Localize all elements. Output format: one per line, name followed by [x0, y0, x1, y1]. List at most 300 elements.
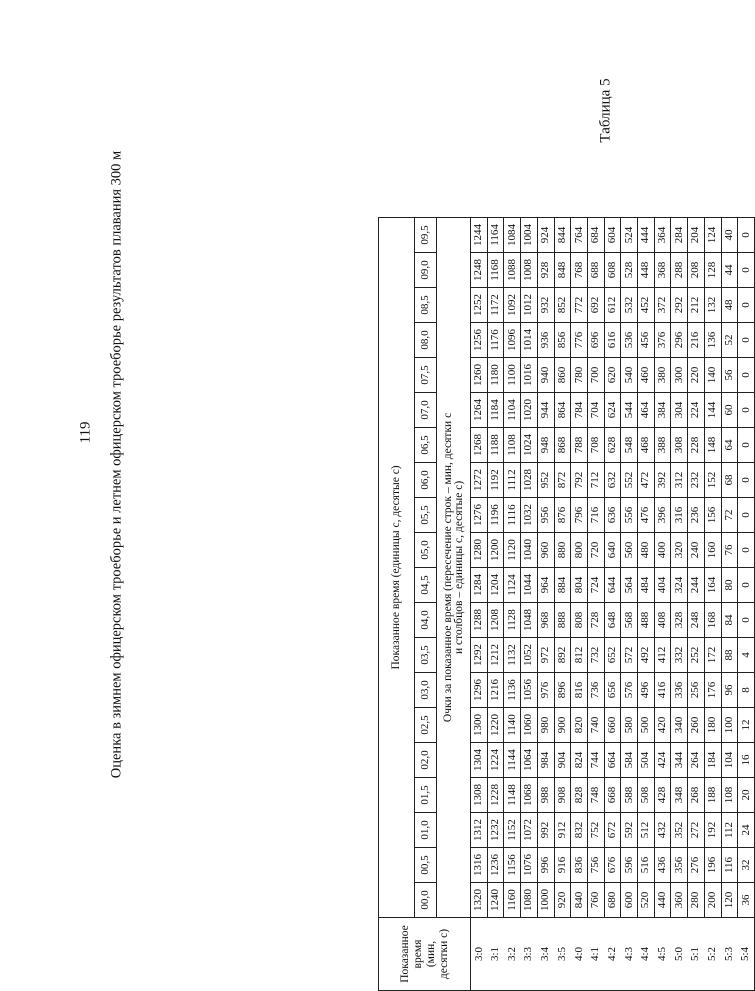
- score-cell: 1212: [487, 638, 504, 673]
- score-cell: 1292: [471, 638, 488, 673]
- score-cell: 840: [571, 883, 588, 918]
- score-cell: 52: [721, 323, 738, 358]
- score-cell: 372: [654, 288, 671, 323]
- score-cell: 820: [571, 708, 588, 743]
- score-cell: 1012: [521, 288, 538, 323]
- score-cell: 956: [537, 498, 554, 533]
- score-cell: 232: [688, 463, 705, 498]
- score-cell: 980: [537, 708, 554, 743]
- score-cell: 104: [721, 743, 738, 778]
- score-cell: 776: [571, 323, 588, 358]
- score-cell: 1184: [487, 393, 504, 428]
- score-cell: 844: [554, 217, 571, 252]
- score-cell: 1016: [521, 358, 538, 393]
- score-cell: 904: [554, 743, 571, 778]
- score-cell: 204: [688, 217, 705, 252]
- score-cell: 388: [654, 428, 671, 463]
- column-header: 05,0: [415, 533, 437, 568]
- score-cell: 792: [571, 463, 588, 498]
- score-cell: 380: [654, 358, 671, 393]
- score-cell: 484: [638, 568, 655, 603]
- score-cell: 568: [621, 603, 638, 638]
- row-label: 4:2: [604, 918, 621, 991]
- score-cell: 504: [638, 743, 655, 778]
- score-cell: 212: [688, 288, 705, 323]
- score-cell: 1288: [471, 603, 488, 638]
- score-cell: 284: [671, 217, 688, 252]
- table-row: [554, 217, 571, 990]
- score-cell: 696: [587, 323, 604, 358]
- score-cell: 516: [638, 848, 655, 883]
- score-cell: 596: [621, 848, 638, 883]
- score-cell: 936: [537, 323, 554, 358]
- top-header: Показанное время (единицы с, десятые с): [379, 217, 415, 917]
- score-cell: 976: [537, 673, 554, 708]
- score-cell: 496: [638, 673, 655, 708]
- score-cell: 604: [604, 217, 621, 252]
- score-cell: 148: [704, 428, 721, 463]
- score-cell: 328: [671, 603, 688, 638]
- score-cell: 1072: [521, 813, 538, 848]
- score-cell: 56: [721, 358, 738, 393]
- score-cell: 332: [671, 638, 688, 673]
- score-cell: 176: [704, 673, 721, 708]
- score-cell: 392: [654, 463, 671, 498]
- score-cell: 0: [738, 358, 755, 393]
- score-cell: 0: [738, 393, 755, 428]
- score-cell: 0: [738, 568, 755, 603]
- score-cell: 972: [537, 638, 554, 673]
- score-cell: 156: [704, 498, 721, 533]
- score-cell: 816: [571, 673, 588, 708]
- score-cell: 364: [654, 217, 671, 252]
- table-row: [604, 217, 621, 990]
- score-cell: 652: [604, 638, 621, 673]
- score-cell: 856: [554, 323, 571, 358]
- score-cell: 1196: [487, 498, 504, 533]
- score-cell: 396: [654, 498, 671, 533]
- score-cell: 1268: [471, 428, 488, 463]
- score-cell: 720: [587, 533, 604, 568]
- score-cell: 1260: [471, 358, 488, 393]
- score-cell: 188: [704, 778, 721, 813]
- score-cell: 128: [704, 253, 721, 288]
- table-row: [571, 217, 588, 990]
- score-cell: 432: [654, 813, 671, 848]
- corner-line: десятки с): [437, 928, 450, 980]
- row-label: 4:4: [638, 918, 655, 991]
- score-cell: 632: [604, 463, 621, 498]
- score-cell: 352: [671, 813, 688, 848]
- table-row: [504, 217, 521, 990]
- score-cell: 1300: [471, 708, 488, 743]
- score-cell: 180: [704, 708, 721, 743]
- score-cell: 20: [738, 778, 755, 813]
- score-cell: 636: [604, 498, 621, 533]
- score-cell: 1136: [504, 673, 521, 708]
- score-cell: 688: [587, 253, 604, 288]
- score-cell: 812: [571, 638, 588, 673]
- score-cell: 752: [587, 813, 604, 848]
- column-header: 02,0: [415, 743, 437, 778]
- score-cell: 348: [671, 778, 688, 813]
- score-cell: 728: [587, 603, 604, 638]
- score-cell: 12: [738, 708, 755, 743]
- score-cell: 240: [688, 533, 705, 568]
- score-cell: 968: [537, 603, 554, 638]
- score-cell: 668: [604, 778, 621, 813]
- score-cell: 1048: [521, 603, 538, 638]
- page-number: 119: [77, 421, 94, 444]
- table-row: [688, 217, 705, 990]
- score-cell: 272: [688, 813, 705, 848]
- score-cell: 700: [587, 358, 604, 393]
- score-cell: 712: [587, 463, 604, 498]
- score-cell: 564: [621, 568, 638, 603]
- score-cell: 508: [638, 778, 655, 813]
- score-cell: 556: [621, 498, 638, 533]
- score-cell: 32: [738, 848, 755, 883]
- column-header: 09,0: [415, 253, 437, 288]
- score-cell: 552: [621, 463, 638, 498]
- score-cell: 888: [554, 603, 571, 638]
- score-cell: 1208: [487, 603, 504, 638]
- score-cell: 360: [671, 883, 688, 918]
- score-cell: 948: [537, 428, 554, 463]
- score-cell: 684: [587, 217, 604, 252]
- score-cell: 1064: [521, 743, 538, 778]
- score-cell: 320: [671, 533, 688, 568]
- table-row: [704, 217, 721, 990]
- score-cell: 300: [671, 358, 688, 393]
- score-cell: 892: [554, 638, 571, 673]
- score-cell: 1044: [521, 568, 538, 603]
- score-cell: 1120: [504, 533, 521, 568]
- score-cell: 264: [688, 743, 705, 778]
- column-header: 04,5: [415, 568, 437, 603]
- column-header: 03,0: [415, 673, 437, 708]
- sub-header: [437, 217, 471, 917]
- score-cell: 1204: [487, 568, 504, 603]
- score-cell: 1148: [504, 778, 521, 813]
- score-cell: 1084: [504, 217, 521, 252]
- score-cell: 1312: [471, 813, 488, 848]
- score-cell: 1224: [487, 743, 504, 778]
- score-cell: 988: [537, 778, 554, 813]
- score-cell: 740: [587, 708, 604, 743]
- score-cell: 640: [604, 533, 621, 568]
- score-cell: 1164: [487, 217, 504, 252]
- score-cell: 172: [704, 638, 721, 673]
- score-cell: 252: [688, 638, 705, 673]
- score-cell: 36: [738, 883, 755, 918]
- score-cell: 356: [671, 848, 688, 883]
- score-cell: 544: [621, 393, 638, 428]
- score-cell: 536: [621, 323, 638, 358]
- score-cell: 868: [554, 428, 571, 463]
- score-cell: 1180: [487, 358, 504, 393]
- score-cell: 660: [604, 708, 621, 743]
- score-cell: 488: [638, 603, 655, 638]
- score-cell: 112: [721, 813, 738, 848]
- corner-line: время: [411, 939, 424, 969]
- score-cell: 168: [704, 603, 721, 638]
- sub-header-line: Очки за показанное время (пересечение строк – мин, десятки с: [441, 412, 454, 723]
- score-cell: 864: [554, 393, 571, 428]
- score-cell: 476: [638, 498, 655, 533]
- score-cell: 72: [721, 498, 738, 533]
- score-cell: 80: [721, 568, 738, 603]
- column-header: 08,0: [415, 323, 437, 358]
- score-cell: 560: [621, 533, 638, 568]
- table-row: [721, 217, 738, 990]
- score-cell: 144: [704, 393, 721, 428]
- score-cell: 336: [671, 673, 688, 708]
- score-cell: 964: [537, 568, 554, 603]
- score-cell: 60: [721, 393, 738, 428]
- score-cell: 416: [654, 673, 671, 708]
- score-cell: 44: [721, 253, 738, 288]
- score-cell: 120: [721, 883, 738, 918]
- score-cell: 1308: [471, 778, 488, 813]
- row-label: 4:3: [621, 918, 638, 991]
- score-cell: 1052: [521, 638, 538, 673]
- score-cell: 648: [604, 603, 621, 638]
- score-cell: 444: [638, 217, 655, 252]
- score-cell: 1188: [487, 428, 504, 463]
- score-cell: 1060: [521, 708, 538, 743]
- score-cell: 0: [738, 288, 755, 323]
- score-cell: 704: [587, 393, 604, 428]
- column-header: 06,0: [415, 463, 437, 498]
- score-cell: 88: [721, 638, 738, 673]
- score-cell: 952: [537, 463, 554, 498]
- score-cell: 368: [654, 253, 671, 288]
- score-cell: 448: [638, 253, 655, 288]
- score-cell: 1320: [471, 883, 488, 918]
- score-cell: 312: [671, 463, 688, 498]
- score-cell: 468: [638, 428, 655, 463]
- score-cell: 1108: [504, 428, 521, 463]
- score-cell: 216: [688, 323, 705, 358]
- score-cell: 248: [688, 603, 705, 638]
- score-cell: 492: [638, 638, 655, 673]
- score-cell: 1092: [504, 288, 521, 323]
- score-cell: 656: [604, 673, 621, 708]
- score-cell: 528: [621, 253, 638, 288]
- score-cell: 400: [654, 533, 671, 568]
- row-label: 5:1: [688, 918, 705, 991]
- score-cell: 376: [654, 323, 671, 358]
- score-cell: 1172: [487, 288, 504, 323]
- score-cell: 68: [721, 463, 738, 498]
- score-cell: 1040: [521, 533, 538, 568]
- row-label: 4:5: [654, 918, 671, 991]
- score-cell: 1256: [471, 323, 488, 358]
- column-header: 00,0: [415, 883, 437, 918]
- score-cell: 512: [638, 813, 655, 848]
- score-cell: 900: [554, 708, 571, 743]
- score-cell: 292: [671, 288, 688, 323]
- score-cell: 1276: [471, 498, 488, 533]
- score-cell: 616: [604, 323, 621, 358]
- score-cell: 0: [738, 253, 755, 288]
- score-cell: 1168: [487, 253, 504, 288]
- score-cell: 440: [654, 883, 671, 918]
- score-cell: 244: [688, 568, 705, 603]
- score-cell: 896: [554, 673, 571, 708]
- score-cell: 160: [704, 533, 721, 568]
- score-cell: 848: [554, 253, 571, 288]
- score-cell: 1220: [487, 708, 504, 743]
- score-cell: 384: [654, 393, 671, 428]
- score-cell: 1248: [471, 253, 488, 288]
- score-cell: 140: [704, 358, 721, 393]
- score-cell: 200: [704, 883, 721, 918]
- score-cell: 984: [537, 743, 554, 778]
- score-cell: 124: [704, 217, 721, 252]
- score-cell: 768: [571, 253, 588, 288]
- score-cell: 1088: [504, 253, 521, 288]
- score-cell: 340: [671, 708, 688, 743]
- score-cell: 628: [604, 428, 621, 463]
- score-cell: 164: [704, 568, 721, 603]
- score-cell: 920: [554, 883, 571, 918]
- score-cell: 316: [671, 498, 688, 533]
- score-cell: 408: [654, 603, 671, 638]
- score-cell: 196: [704, 848, 721, 883]
- score-cell: 548: [621, 428, 638, 463]
- score-cell: 116: [721, 848, 738, 883]
- score-cell: 1264: [471, 393, 488, 428]
- score-cell: 672: [604, 813, 621, 848]
- table-label: Таблица 5: [597, 78, 614, 143]
- score-cell: 420: [654, 708, 671, 743]
- score-cell: 1000: [537, 883, 554, 918]
- row-label: 3:3: [521, 918, 538, 991]
- score-cell: 932: [537, 288, 554, 323]
- score-cell: 724: [587, 568, 604, 603]
- score-cell: 1014: [521, 323, 538, 358]
- score-cell: 0: [738, 323, 755, 358]
- score-cell: 1124: [504, 568, 521, 603]
- score-cell: 824: [571, 743, 588, 778]
- corner-line: Показанное: [398, 925, 411, 983]
- score-cell: 428: [654, 778, 671, 813]
- score-cell: 84: [721, 603, 738, 638]
- score-cell: 1068: [521, 778, 538, 813]
- score-cell: 524: [621, 217, 638, 252]
- score-cell: 1280: [471, 533, 488, 568]
- score-cell: 324: [671, 568, 688, 603]
- score-cell: 0: [738, 428, 755, 463]
- score-cell: 1152: [504, 813, 521, 848]
- score-cell: 228: [688, 428, 705, 463]
- score-cell: 308: [671, 428, 688, 463]
- row-label: 5:2: [704, 918, 721, 991]
- score-cell: 1028: [521, 463, 538, 498]
- sub-header-line: и столбцов – единицы с, десятые с): [452, 480, 465, 655]
- score-cell: 4: [738, 638, 755, 673]
- score-cell: 756: [587, 848, 604, 883]
- column-header: 01,5: [415, 778, 437, 813]
- score-cell: 1112: [504, 463, 521, 498]
- score-cell: 808: [571, 603, 588, 638]
- corner-header: [379, 918, 471, 991]
- score-cell: 748: [587, 778, 604, 813]
- score-cell: 8: [738, 673, 755, 708]
- score-cell: 436: [654, 848, 671, 883]
- table-row: [471, 217, 488, 990]
- score-cell: 460: [638, 358, 655, 393]
- score-cell: 452: [638, 288, 655, 323]
- score-table-wrapper: [378, 218, 755, 991]
- score-cell: 0: [738, 498, 755, 533]
- column-header: 08,5: [415, 288, 437, 323]
- score-cell: 500: [638, 708, 655, 743]
- score-cell: 832: [571, 813, 588, 848]
- score-cell: 1316: [471, 848, 488, 883]
- score-table: [378, 217, 755, 991]
- score-cell: 224: [688, 393, 705, 428]
- score-cell: 464: [638, 393, 655, 428]
- row-label: 5:4: [738, 918, 755, 991]
- row-label: 3:0: [471, 918, 488, 991]
- score-cell: 208: [688, 253, 705, 288]
- score-cell: 304: [671, 393, 688, 428]
- table-row: [671, 217, 688, 990]
- score-cell: 280: [688, 883, 705, 918]
- score-cell: 1304: [471, 743, 488, 778]
- score-cell: 268: [688, 778, 705, 813]
- score-cell: 184: [704, 743, 721, 778]
- score-cell: 772: [571, 288, 588, 323]
- score-cell: 612: [604, 288, 621, 323]
- column-header: 07,0: [415, 393, 437, 428]
- score-cell: 24: [738, 813, 755, 848]
- score-cell: 1192: [487, 463, 504, 498]
- score-cell: 608: [604, 253, 621, 288]
- score-cell: 1232: [487, 813, 504, 848]
- score-cell: 412: [654, 638, 671, 673]
- column-header: 01,0: [415, 813, 437, 848]
- score-cell: 1272: [471, 463, 488, 498]
- score-cell: 1104: [504, 393, 521, 428]
- column-header: 03,5: [415, 638, 437, 673]
- score-cell: 236: [688, 498, 705, 533]
- score-cell: 876: [554, 498, 571, 533]
- score-cell: 404: [654, 568, 671, 603]
- score-cell: 884: [554, 568, 571, 603]
- score-cell: 1116: [504, 498, 521, 533]
- score-cell: 1228: [487, 778, 504, 813]
- score-cell: 732: [587, 638, 604, 673]
- table-row: [654, 217, 671, 990]
- score-cell: 344: [671, 743, 688, 778]
- score-cell: 680: [604, 883, 621, 918]
- score-cell: 784: [571, 393, 588, 428]
- score-cell: 620: [604, 358, 621, 393]
- table-row: [537, 217, 554, 990]
- score-cell: 1056: [521, 673, 538, 708]
- score-cell: 132: [704, 288, 721, 323]
- score-cell: 716: [587, 498, 604, 533]
- score-cell: 908: [554, 778, 571, 813]
- score-cell: 584: [621, 743, 638, 778]
- score-cell: 256: [688, 673, 705, 708]
- score-cell: 916: [554, 848, 571, 883]
- score-cell: 1144: [504, 743, 521, 778]
